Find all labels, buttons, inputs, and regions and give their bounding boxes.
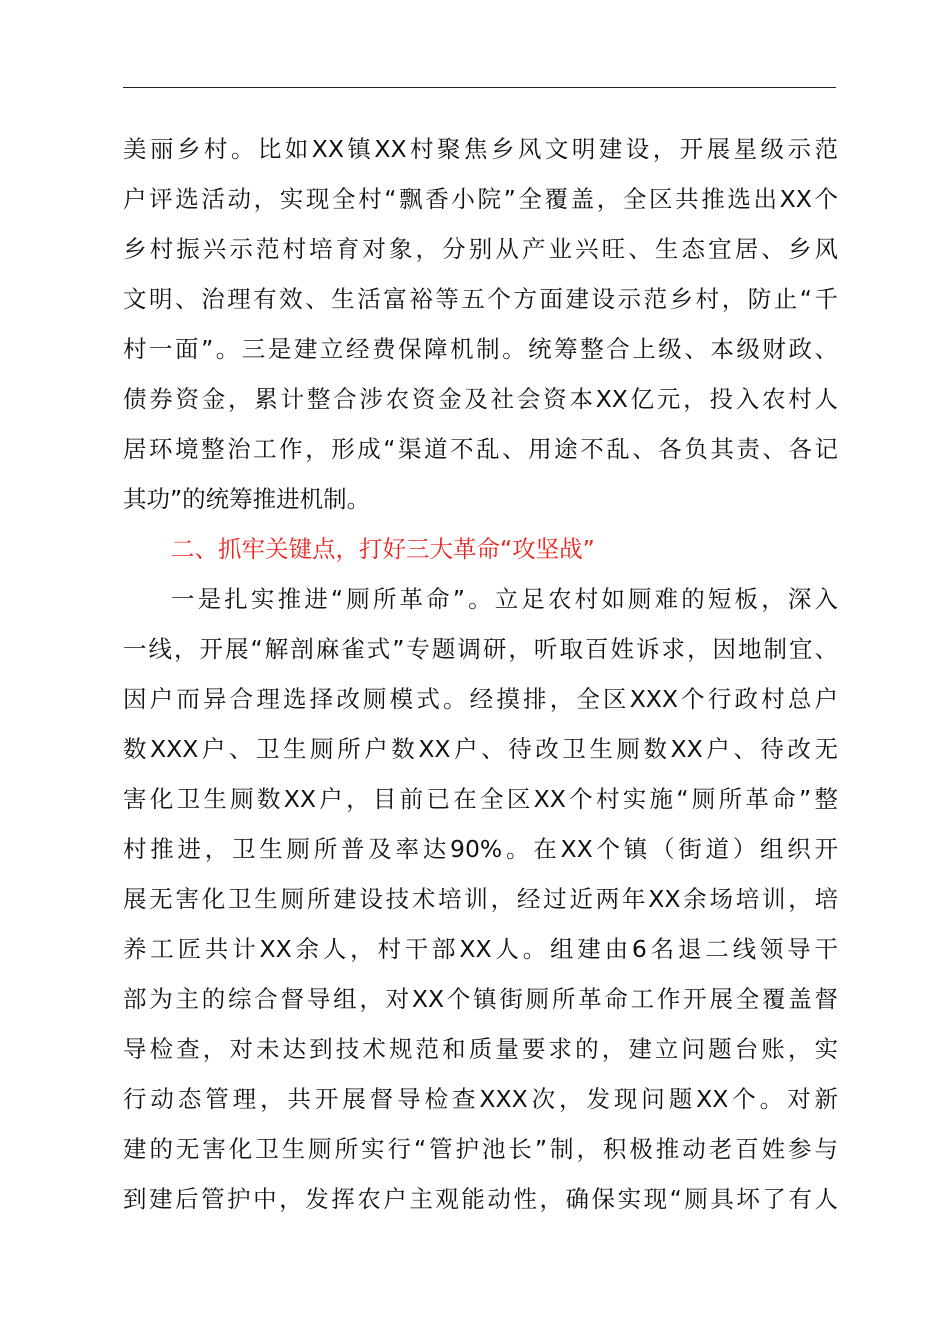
paragraph: [123, 124, 838, 524]
text-line: 养工匠共计XX余人，村干部XX人。组建由6名退二线领导干: [123, 935, 838, 963]
text-line: 展无害化卫生厕所建设技术培训，经过近两年XX余场培训，培: [123, 885, 838, 913]
text-line: 美丽乡村。比如XX镇XX村聚焦乡风文明建设，开展星级示范: [123, 135, 838, 163]
section-heading: [123, 524, 838, 574]
text-line: 行动态管理，共开展督导检查XXX次，发现问题XX个。对新: [123, 1085, 838, 1113]
text-line: 导检查，对未达到技术规范和质量要求的，建立问题台账，实: [123, 1035, 838, 1063]
paragraph: [123, 574, 838, 1224]
text-line: 户评选活动，实现全村“飘香小院”全覆盖，全区共推选出XX个: [123, 185, 838, 213]
text-line: 害化卫生厕数XX户，目前已在全区XX个村实施“厕所革命”整: [123, 785, 838, 813]
text-line: 因户而异合理选择改厕模式。经摸排，全区XXX个行政村总户: [123, 685, 838, 713]
text-line: 数XXX户、卫生厕所户数XX户、待改卫生厕数XX户、待改无: [123, 735, 838, 763]
text-line: 村推进，卫生厕所普及率达90%。在XX个镇（街道）组织开: [123, 835, 838, 863]
text-line: 到建后管护中，发挥农户主观能动性，确保实现“厕具坏了有人: [123, 1185, 838, 1213]
text-line: 建的无害化卫生厕所实行“管护池长”制，积极推动老百姓参与: [123, 1135, 838, 1163]
text-line: 居环境整治工作，形成“渠道不乱、用途不乱、各负其责、各记: [123, 435, 838, 463]
text-line: 乡村振兴示范村培育对象，分别从产业兴旺、生态宜居、乡风: [123, 235, 838, 263]
document-body: [123, 124, 838, 1224]
text-line: 一线，开展“解剖麻雀式”专题调研，听取百姓诉求，因地制宜、: [123, 635, 838, 663]
text-line: 其功”的统筹推进机制。: [123, 485, 371, 513]
text-line: 文明、治理有效、生活富裕等五个方面建设示范乡村，防止“千: [123, 285, 838, 313]
text-line: 债券资金，累计整合涉农资金及社会资本XX亿元，投入农村人: [123, 385, 838, 413]
text-line: 村一面”。三是建立经费保障机制。统筹整合上级、本级财政、: [123, 335, 838, 363]
text-line: 一是扎实推进“厕所革命”。立足农村如厕难的短板，深入: [171, 585, 838, 613]
header-rule: [123, 87, 836, 88]
text-line: 部为主的综合督导组，对XX个镇街厕所革命工作开展全覆盖督: [123, 985, 838, 1013]
heading-line: 二、抓牢关键点，打好三大革命“攻坚战”: [171, 535, 595, 563]
